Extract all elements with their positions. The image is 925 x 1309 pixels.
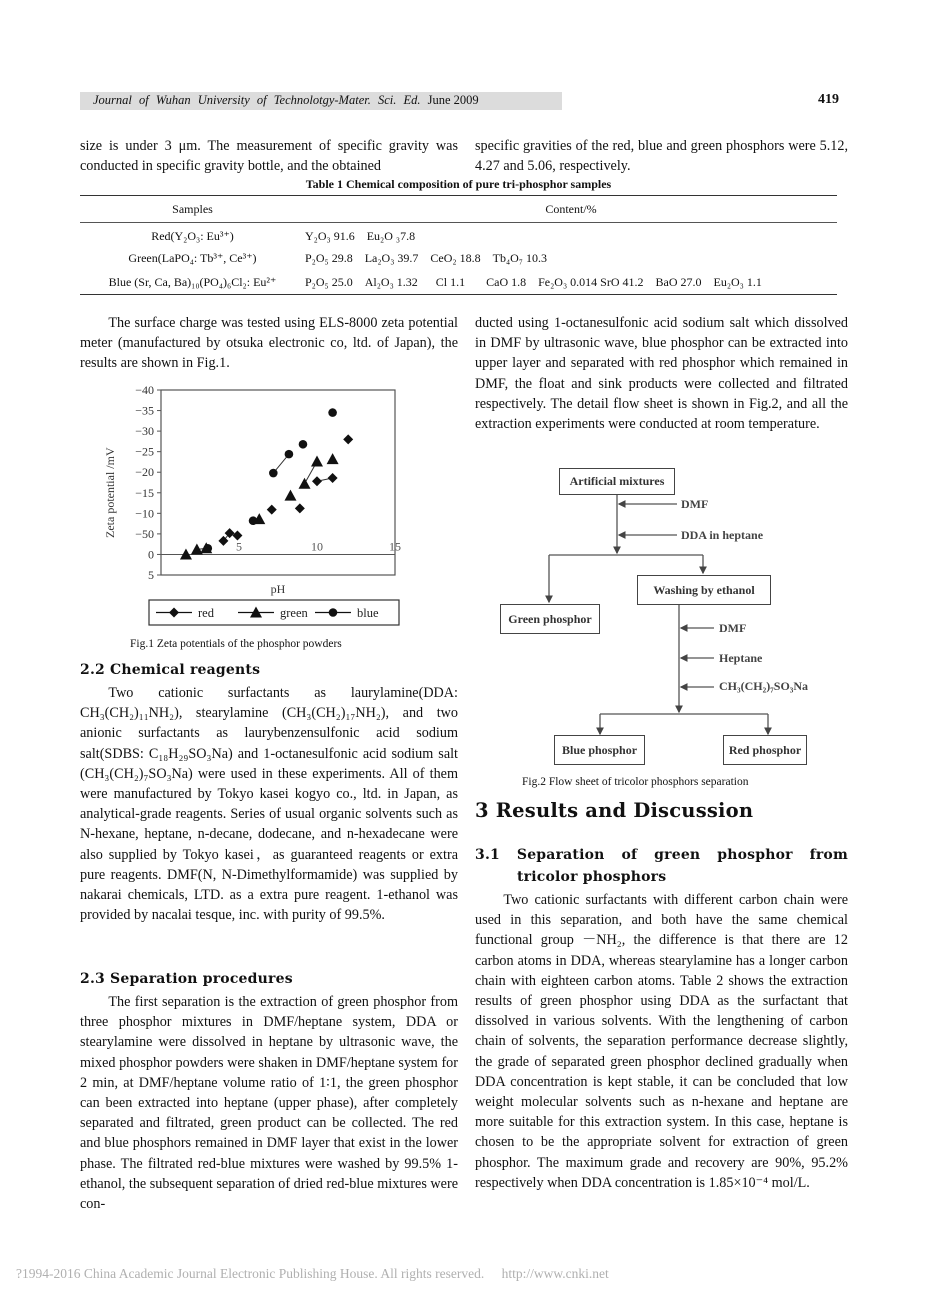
section-3-1-text: Two cationic surfactants with different carbon chain were used in this separation, and both have the same chemical functional group －NH₂, the difference is that there are 12 carbon atoms in DDA, whereas stearylamine has a longer carbon chain with eighteen carbon atoms. Table 2 shows the extraction results of green phosphor using DDA as the surfactant that dissolved in various solvents. With the lengthening of carbon chain of solvents, the separation performance decrease slightly, the grade of separated green phosphor declined gradually when DDA concentration is kept stable, it can be concluded that low weight molecular solvents such as n-hexane and heptane are more suitable for this extraction system. In this case, heptane is chosen to be the appropriate solvent for extraction of green phosphor. The maximum grade and recovery are 90%, 95.2% respectively when DDA concentration is 1.85×10⁻⁴ mol/L. [475, 892, 848, 1191]
flow-box-red-phosphor: Red phosphor [723, 735, 807, 765]
content-cell: La₂O₃ 39.7 [364, 251, 419, 265]
table-row [80, 247, 837, 271]
flow-input-dmf-2: DMF [719, 621, 747, 635]
header-content: Content/% [305, 196, 837, 223]
content-red [305, 223, 837, 247]
content-cell: Cl 1.1 [435, 274, 466, 289]
content-cell: P₂O₅ 25.0 [305, 274, 353, 289]
fig2-caption: Fig.2 Flow sheet of tricolor phosphors separation [522, 776, 749, 788]
content-cell: CaO 1.8 [486, 274, 527, 289]
table-header-row [80, 196, 837, 223]
content-cell: BaO 27.0 [655, 274, 702, 289]
flow-input-dmf-1: DMF [681, 497, 709, 511]
flow-input-dda-heptane: DDA in heptane [681, 528, 764, 542]
svg-text:−30: −30 [135, 424, 154, 439]
flow-input-heptane: Heptane [719, 651, 763, 665]
flow-box-artificial-mixtures: Artificial mixtures [559, 468, 675, 495]
content-blue [305, 271, 837, 295]
section-3-title: 3 Results and Discussion [475, 799, 754, 822]
svg-text:−15: −15 [135, 485, 154, 500]
fig2-flow-sheet [495, 462, 850, 782]
zeta-chart-svg [100, 378, 405, 633]
svg-text:5: 5 [148, 568, 154, 582]
copyright-footer [16, 1266, 609, 1282]
svg-text:−20: −20 [135, 465, 154, 480]
content-green [305, 247, 837, 271]
table-row [80, 223, 837, 247]
svg-text:10: 10 [311, 539, 323, 554]
svg-text:0: 0 [148, 547, 154, 562]
content-cell: Y₂O₃ 91.6 [305, 228, 355, 243]
issue-date: June 2009 [427, 93, 479, 107]
flow-box-green-phosphor: Green phosphor [500, 604, 600, 634]
intro-right-text: specific gravities of the red, blue and green phosphors were 5.12, 4.27 and 5.06, respectively. [475, 138, 848, 175]
sample-red: Red(Y₂O₃: Eu³⁺) [151, 228, 234, 243]
fig1-zeta-chart [100, 378, 405, 633]
journal-name: Journal of Wuhan University of Technolotgy-Mater. Sci. Ed. [93, 93, 421, 107]
sample-blue: Blue (Sr, Ca, Ba)₁₀(PO₄)₆Cl₂: Eu²⁺ [108, 274, 277, 289]
table-row [80, 271, 837, 295]
intro-left-text: size is under 3 μm. The measurement of specific gravity was conducted in specific gravity bottle, and the obtained [80, 138, 458, 175]
fig1-caption: Fig.1 Zeta potentials of the phosphor powders [130, 638, 342, 650]
page-number: 419 [818, 92, 839, 107]
content-cell: P₂O₅ 29.8 [305, 251, 353, 265]
continuation-text: ducted using 1-octanesulfonic acid sodium salt which dissolved in DMF by ultrasonic wave, blue phosphor can be extracted into upper layer and separated with red phosphor which remained in DMF, the float and sink products were collected and filtrated respectively. The detail flow sheet is shown in Fig.2, and all the extraction experiments were conducted at room temperature. [475, 315, 848, 433]
svg-text:−35: −35 [135, 403, 154, 418]
svg-text:−40: −40 [135, 383, 154, 397]
svg-text:−10: −10 [135, 506, 154, 521]
content-cell: Al₂O₃ 1.32 [364, 274, 418, 289]
table1-caption: Table 1 Chemical composition of pure tri-phosphor samples [305, 177, 612, 191]
table1 [80, 195, 837, 295]
flow-box-washing-by-ethanol: Washing by ethanol [637, 575, 771, 605]
content-cell: Eu₂O₃ 1.1 [713, 274, 762, 289]
content-cell: Fe₂O₃ 0.014 SrO 41.2 [538, 274, 644, 289]
chart-legend [149, 600, 399, 625]
y-axis-label: Zeta potential /mV [103, 447, 117, 538]
x-axis-label: pH [270, 582, 286, 596]
svg-text:15: 15 [389, 539, 401, 554]
flow-box-blue-phosphor: Blue phosphor [554, 735, 645, 765]
section-2-3-text: The first separation is the extraction of green phosphor from three phosphor mixtures in DMF/heptane system, DDA or stearylamine were dissolved in heptane by ultrasonic wave, the mixed phosphor powders were shaken in DMF/heptane system for 2 min, at DMF/heptane volume ratio of 1∶1, the green phosphor can been extracted into heptane (upper phase), after completely separated and filtrated, green product can be collected. The red and blue phosphors remained in DMF layer that exist in the lower phase. The filtrated red-blue mixtures were washed by 99.5% 1-ethanol, the subsequent separation of dried red-blue mixtures were con- [80, 994, 458, 1213]
footer-url: http://www.cnki.net [501, 1266, 609, 1281]
flow-input-octanesulfonate: CH₃(CH₂)₇SO₃Na [719, 679, 809, 693]
svg-text:−50: −50 [135, 526, 154, 541]
svg-text:5: 5 [236, 539, 242, 554]
header-samples: Samples [80, 196, 305, 223]
chart-axes [135, 383, 401, 582]
section-2-2-text: Two cationic surfactants as laurylamine(DDA: CH₃(CH₂)₁₁NH₂), stearylamine (CH₃(CH₂)₁₇NH₂), and two anionic surfactants as laurybenzensulfonic acid sodium salt(SDBS: C₁₈H₂₉SO₃Na) and 1-octanesulfonic acid sodium salt (CH₃(CH₂)₇SO₃Na) were used in these experiments. All of them were manufactured by Tokyo kasei kogyo co., ltd. in Japan, as analytical-grade reagents. Series of usual organic solvents such as N-hexane, heptane, n-decane, dodecane, and n-hexadecane were also supplied by Tokyo kasei，as guaranteed reagents or extra pure reagents. DMF(N, N-Dimethylformamide) was supplied by nakarai chemicals, LTD. as a extra pure reagent. 1-ethanol was provided by nacalai tesque, inc. with purity of 99.5%. [80, 685, 458, 924]
legend-label-red: red [198, 606, 214, 620]
section-3-1-title-line2: tricolor phosphors [517, 869, 667, 885]
section-3-1-title-line1: 3.1 Separation of green phosphor from [475, 847, 848, 863]
sample-green: Green(LaPO₄: Tb³⁺, Ce³⁺) [128, 251, 257, 265]
content-cell: CeO₂ 18.8 [430, 251, 481, 265]
series-red [218, 434, 353, 546]
content-cell: Tb₄O₇ 10.3 [492, 251, 547, 265]
surface-charge-text: The surface charge was tested using ELS-8000 zeta potential meter (manufactured by otsuka electronic co, ltd. of Japan), the results are shown in Fig.1. [80, 315, 458, 372]
copyright-text: ?1994-2016 China Academic Journal Electronic Publishing House. All rights reserved. [16, 1266, 485, 1281]
legend-label-blue: blue [357, 606, 379, 620]
section-2-2-title: 2.2 Chemical reagents [80, 662, 261, 678]
chart-series [180, 408, 353, 559]
running-header [93, 93, 479, 108]
content-cell: Eu₂O ₃7.8 [366, 228, 416, 243]
section-2-3-title: 2.3 Separation procedures [80, 971, 293, 987]
svg-text:−25: −25 [135, 444, 154, 459]
legend-label-green: green [280, 606, 308, 620]
